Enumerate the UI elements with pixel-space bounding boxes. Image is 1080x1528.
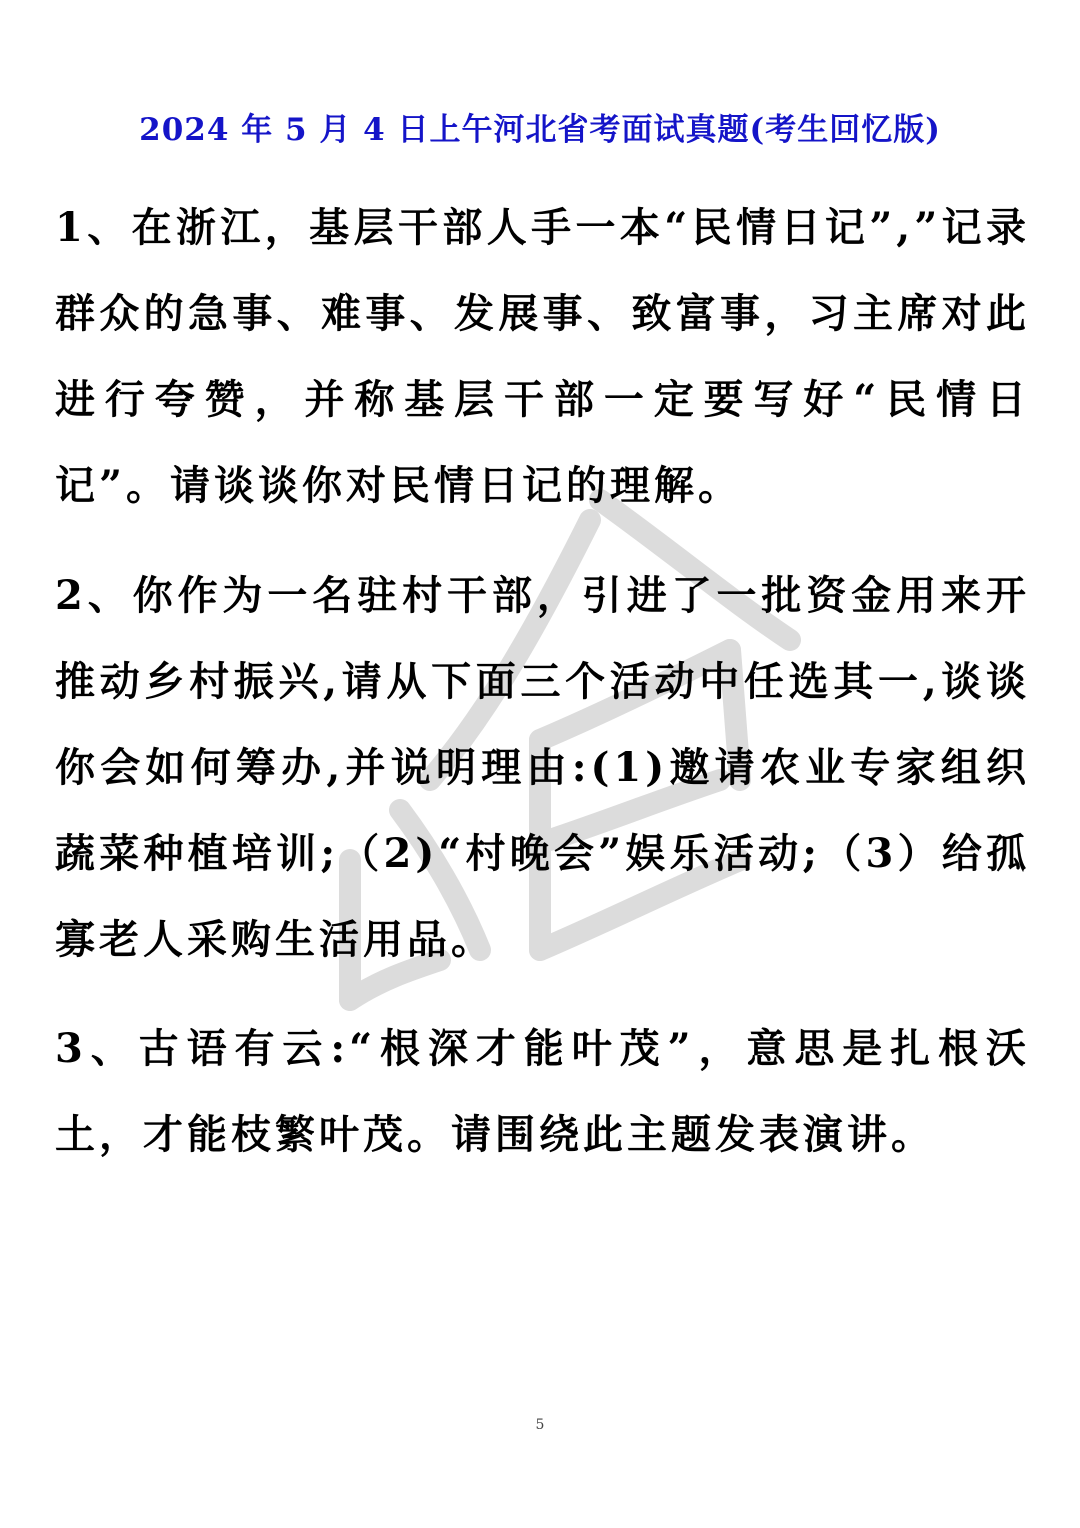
- question-1: 1、在浙江，基层干部人手一本“民情日记”,”记录群众的急事、难事、发展事、致富事，习主席对此进行夸赞，并称基层干部一定要写好“民情日记”。请谈谈你对民情日记的理解。: [55, 204, 1030, 509]
- page-number: 5: [535, 1417, 545, 1433]
- page-title: 2024 年 5 月 4 日上午河北省考面试真题(考生回忆版): [139, 112, 941, 148]
- question-3: 3、古语有云:“根深才能叶茂”，意思是扎根沃土，才能枝繁叶茂。请围绕此主题发表演讲。: [55, 1025, 1030, 1158]
- question-2: 2、你作为一名驻村干部，引进了一批资金用来开推动乡村振兴,请从下面三个活动中任选其一,谈谈你会如何筹办,并说明理由:(1)邀请农业专家组织蔬菜种植培训;（2)“村晚会”娱乐活动;（3）给孤寡老人采购生活用品。: [55, 572, 1030, 963]
